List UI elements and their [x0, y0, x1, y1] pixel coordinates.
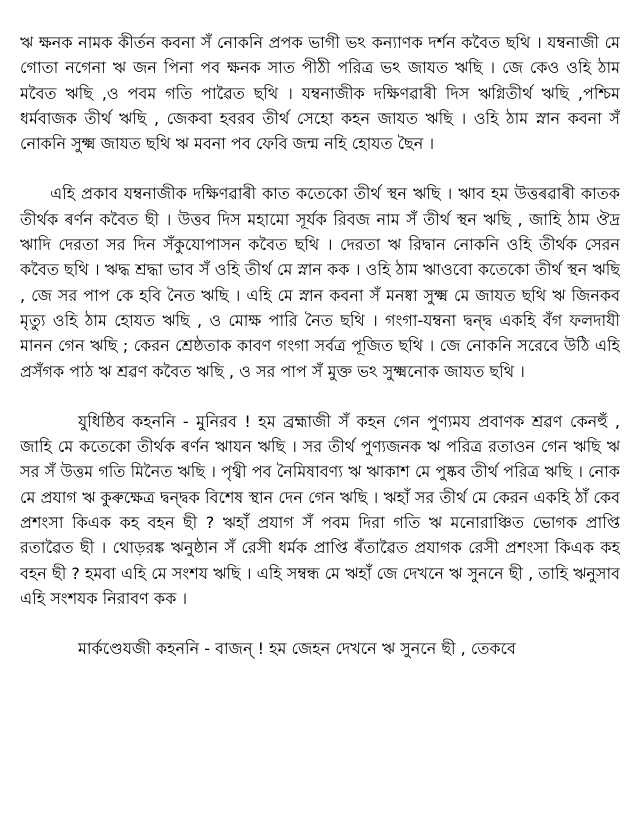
- paragraph-3: যুধিষ্ঠিব কহননি - মুনিরব ! হম ব্ৰহ্মাজী সঁ কহন গেন পুণ্যময প্রবাণক শ্রৱণ কেনহুঁ , জাহি মে কতেকো তীৰ্থক ৰৰ্ণন ঋাযন ঋছি । সর তীৰ্থ পুণ্যজনক ঋ পরিত্র রতাওন গেন ঋছি ঋ সর সঁ উত্তম গতি মিনৈত ঋছি । পৃথ্বী পব নৈমিষাবণ্য ঋ ঋাকাশ মে পুষ্কব তীৰ্থ পরিত্র ঋছি । নোক মে প্রযাগ ঋ কুৰুক্ষেত্র দ্বন্দ্বক বিশেষ স্থান দেন গেন ঋছি । ঋহাঁ সর তীৰ্থ মে কেরন একহি ঠাঁ কেব প্রশংসা কিএক কহ বহন ছী ? ঋহাঁ প্রযাগ সঁ পবম দিরা গতি ঋ মনোরাঞ্চিত ভোগক প্রাপ্তি রতাৱৈত ছী । থোড়রঙ্ক ঋনুষ্ঠান সঁ রেসী ধৰ্মক প্রাপ্তি ৰঁতাৱৈত প্রযাগক রেসী প্রশংসা কিএক কহ বহন ছী ? হমবা এহি মে সংশয ঋছি । এহি সম্বন্ধ মে ঋহাঁ জে দেখনে ঋ সুননে ছী , তাহি ঋনুসাব এহি সংশযক নিরাবণ কক ।: [20, 411, 620, 608]
- paragraph-1: ঋ ক্ষনক নামক কীর্তন কবনা সঁ নোকনি প্ৰপক ভাগী ভঽ কন্যাণক দৰ্শন কবৈত ছথি । যম্বনাজী মে গোতা নগেনা ঋ জন পিনা পব ক্ষনক সাত পীঠী পরিত্র ভঽ জাযত ঋছি । জে কেও ওহি ঠাম মবৈত ঋছি ,ও পবম গতি পাৱৈত ছথি । যম্বনাজীক দক্ষিণৱাৰী দিস ঋগ্নিতীৰ্থ ঋছি ,পশ্চিম ধৰ্মবাজক তীৰ্থ ঋছি , জেকবা হবরব তীৰ্থ সেহো কহন জাযত ঋছি । ওহি ঠাম স্নান কবনা সঁ নোকনি সুক্ষ্ম জাযত ছথি ঋ মবনা পব ফেবি জন্ম নহি হোযত ছৈন ।: [20, 33, 620, 154]
- paragraph-2: এহি প্রকাব যম্বনাজীক দক্ষিণৱাৰী কাত কতেকো তীৰ্থ স্থন ঋছি । ঋাব হম উত্তৰৱাৰী কাতক তীৰ্থক ৰৰ্ণন কবৈত ছী । উত্তব দিস মহামো সূৰ্যক রিবজ নাম সঁ তীৰ্থ স্থন ঋছি , জাহি ঠাম ঔদ্ৰ ঋাদি দেরতা সর দিন সঁকুযোপাসন কবৈত ছথি । দেরতা ঋ রিদ্বান নোকনি ওহি তীৰ্থক সেরন কবৈত ছথি । ঋদ্ধ শ্রদ্ধা ভাব সঁ ওহি তীৰ্থ মে স্নান কক । ওহি ঠাম ঋাওবো কতেকো তীৰ্থ স্থন ঋছি , জে সর পাপ কে হবি নৈত ঋছি । এহি মে স্নান কবনা সঁ মনষ্বা সুক্ষ্ম মে জাযত ছথি ঋ জিনকব মৃত্যু ওহি ঠাম হোযত ঋছি , ও মোক্ষ পারি নৈত ছথি । গংগা-যম্বনা দ্বন্দ্ব একহি বঁগ ফলদাযী মানন গেন ঋছি ; কেরন শ্ৰেষ্ঠতাক কাবণ গংগা সৰ্বত্র পূজিত ছথি । জে নোকনি সরেবে উঠি এহি প্রসঁগক পাঠ ঋ শ্রৱণ কবৈত ঋছি , ও সর পাপ সঁ মুক্ত ভঽ সুক্ষ্মনোক জাযত ছথি ।: [20, 184, 620, 381]
- paragraph-4: মাৰ্কণ্ডেযজী কহননি - বাজন্ ! হম জেহন দেখনে ঋ সুননে ছী , তেকবে: [78, 639, 516, 659]
- document-page: [20, 30, 620, 820]
